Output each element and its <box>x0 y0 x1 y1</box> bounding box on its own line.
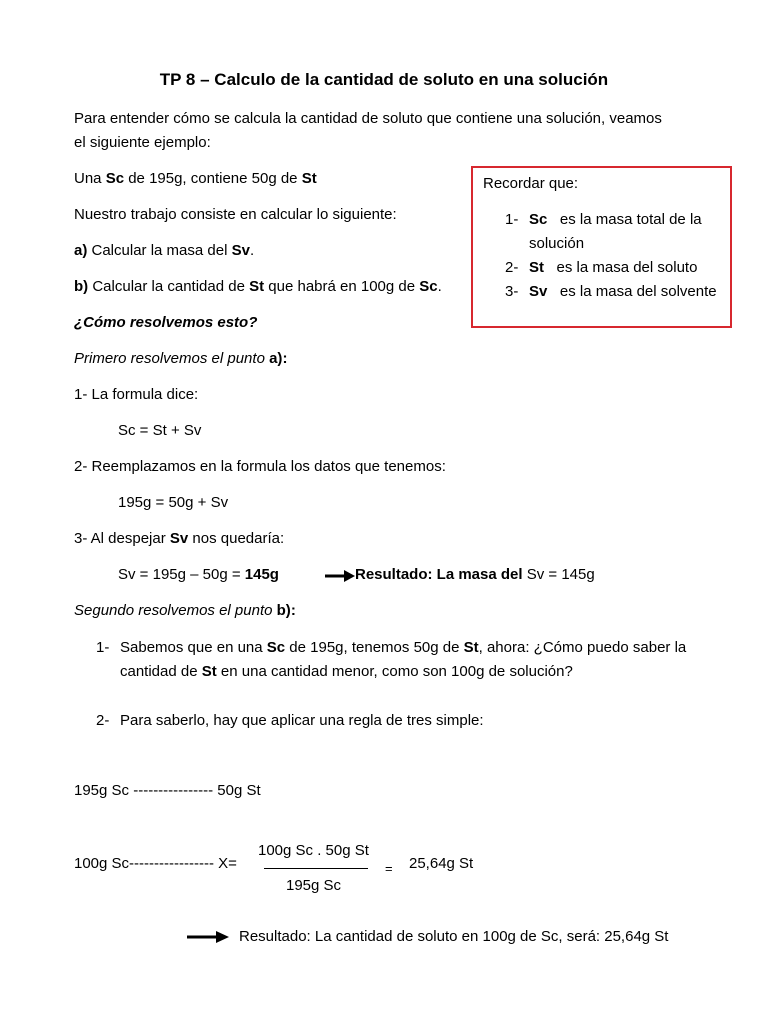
term-sv: Sv <box>169 530 189 547</box>
reminder-number: 1- <box>505 211 519 228</box>
label: b) <box>276 602 291 619</box>
text: . <box>437 278 442 295</box>
intro-line-1: Para entender cómo se calcula la cantidad de soluto que contiene una solución, veamos <box>74 110 662 127</box>
b-step-1-line-2 <box>120 662 573 682</box>
task-b <box>74 277 442 297</box>
formula-2: 195g = 50g + Sv <box>118 494 229 511</box>
reminder-item-sc <box>529 208 719 256</box>
label: a) <box>74 242 88 259</box>
reminder-number: 3- <box>505 283 519 300</box>
fraction-bar <box>264 868 368 869</box>
step-1: 1- La formula dice: <box>74 386 199 403</box>
text: Calcular la masa del <box>87 242 232 259</box>
text: 3- Al despejar <box>74 530 170 547</box>
text: de 195g, tenemos 50g de <box>285 639 464 656</box>
b-step-1-line-1 <box>120 638 686 658</box>
reminder-box <box>471 166 732 328</box>
example-statement <box>74 169 317 189</box>
definition: es la masa del soluto <box>556 259 698 276</box>
reminder-number: 2- <box>505 259 519 276</box>
rule-line-2: 100g Sc----------------- X= <box>74 855 237 872</box>
text: cantidad de <box>120 663 202 680</box>
task-a <box>74 241 254 261</box>
fraction-result: 25,64g St <box>409 855 474 872</box>
term-st: St <box>301 170 317 187</box>
text: Calcular la cantidad de <box>88 278 250 295</box>
formula-3 <box>118 565 279 585</box>
text: de 195g, contiene 50g de <box>124 170 302 187</box>
definition: es la masa total de la solución <box>529 211 702 252</box>
text: , ahora: ¿Cómo puedo saber la <box>478 639 687 656</box>
text: : <box>290 602 296 619</box>
text: Sv = 195g – 50g = <box>118 566 245 583</box>
value: 145g <box>244 566 279 583</box>
text: Resultado: La masa del <box>355 566 527 583</box>
term-sc: Sc <box>266 639 286 656</box>
text: que habrá en 100g de <box>264 278 420 295</box>
term-sc: Sc <box>105 170 125 187</box>
term-st: St <box>249 278 265 295</box>
term-st: St <box>201 663 217 680</box>
step-2: 2- Reemplazamos en la formula los datos que tenemos: <box>74 458 446 475</box>
term-sc: Sc <box>529 211 548 228</box>
task-intro: Nuestro trabajo consiste en calcular lo siguiente: <box>74 206 397 223</box>
text: Primero resolvemos el punto <box>74 350 270 367</box>
label: a) <box>269 350 283 367</box>
document-title: TP 8 – Calculo de la cantidad de soluto en una solución <box>159 70 609 89</box>
final-result: Resultado: La cantidad de soluto en 100g de Sc, será: 25,64g St <box>239 928 669 945</box>
result-a <box>355 565 595 585</box>
reminder-heading: Recordar que: <box>483 175 579 192</box>
reminder-item-st <box>529 256 719 280</box>
term-st: St <box>529 259 544 276</box>
intro-line-2: el siguiente ejemplo: <box>74 134 211 151</box>
text: Una <box>74 170 106 187</box>
text: : <box>282 350 288 367</box>
arrow-right-icon <box>186 929 230 945</box>
value: Sv = 145g <box>526 566 595 583</box>
term-sv: Sv <box>529 283 548 300</box>
reminder-item-sv <box>529 280 719 304</box>
text: en una cantidad menor, como son 100g de solución? <box>216 663 573 680</box>
formula-1: Sc = St + Sv <box>118 422 202 439</box>
rule-line-1: 195g Sc ---------------- 50g St <box>74 782 261 799</box>
definition: es la masa del solvente <box>559 283 717 300</box>
b-step-1-number: 1- <box>96 639 110 656</box>
second-point <box>74 601 296 621</box>
term-sv: Sv <box>231 242 250 259</box>
fraction-equals: = <box>385 861 393 876</box>
question-heading: ¿Cómo resolvemos esto? <box>74 314 258 331</box>
fraction-numerator: 100g Sc . 50g St <box>258 842 369 859</box>
term-sc: Sc <box>419 278 438 295</box>
term-st: St <box>463 639 479 656</box>
text: Segundo resolvemos el punto <box>74 602 277 619</box>
label: b) <box>74 278 89 295</box>
text: Sabemos que en una <box>120 639 267 656</box>
text: . <box>249 242 255 259</box>
fraction-denominator: 195g Sc <box>286 877 342 894</box>
arrow-right-icon <box>324 568 356 584</box>
first-point <box>74 349 287 369</box>
step-3 <box>74 529 284 549</box>
text: nos quedaría: <box>188 530 285 547</box>
b-step-2-text: Para saberlo, hay que aplicar una regla de tres simple: <box>120 712 484 729</box>
b-step-2-number: 2- <box>96 712 110 729</box>
